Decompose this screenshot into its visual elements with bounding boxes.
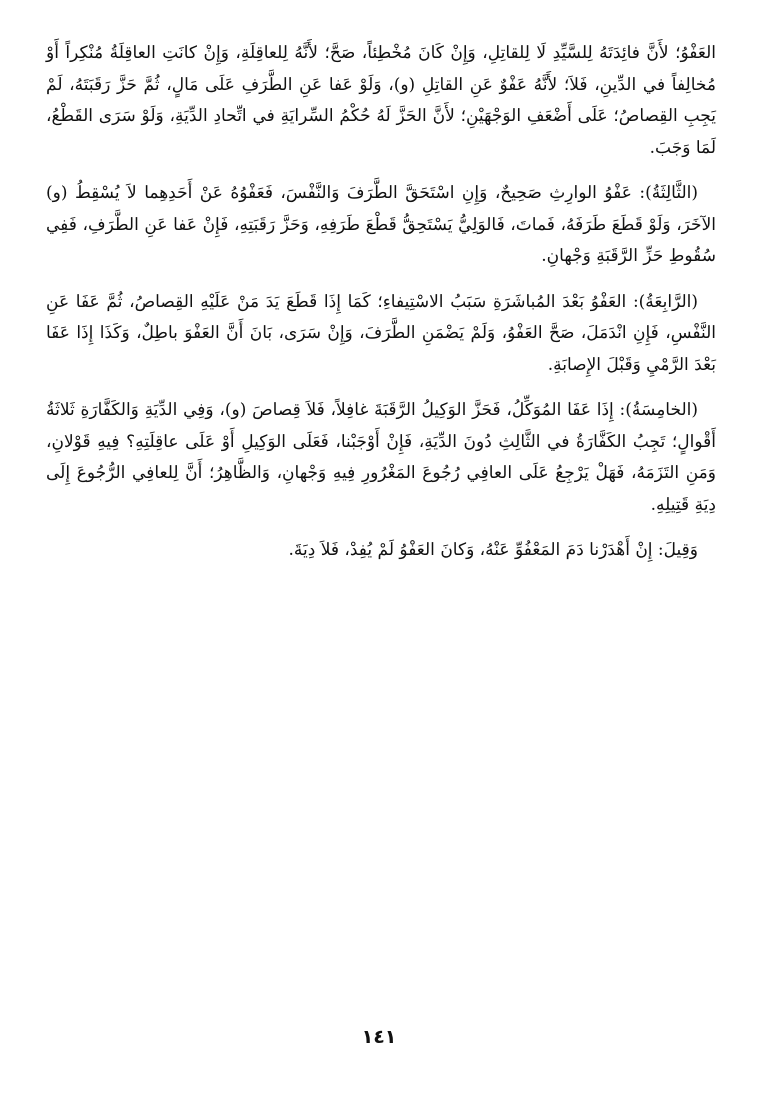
paragraph-fourth-issue: (الرَّابِعَةُ): العَفْوُ بَعْدَ المُباشَرَةِ سَبَبُ الاسْتِيفاءِ؛ كَمَا إِذَا قَطَعَ يَدَ مَنْ عَلَيْهِ القِصاصُ، ثُمَّ عَفَا عَنِ النَّفْسِ، فَإِنِ انْدَمَلَ، صَحَّ العَفْوُ، وَلَمْ يَضْمَنِ الطَّرَفَ، وَإِنْ سَرَى، بَانَ أَنَّ العَفْوَ باطِلٌ، وَكَذَا إِذَا عَفَا بَعْدَ الرَّمْيِ وَقَبْلَ الإِصابَةِ. — [46, 291, 716, 375]
paragraph-1: العَفْوُ؛ لأَنَّ فائِدَتَهُ لِلسَّيِّدِ لَا لِلقاتِلِ، وَإِنْ كَانَ مُخْطِئاً، صَحَّ؛ لأَنَّهُ لِلعاقِلَةِ، وَإِنْ كانَتِ العاقِلَةُ مُنْكِراً أَوْ مُخالِفاً في الدِّينِ، فَلاَ؛ لأَنَّهُ عَفْوٌ عَنِ القاتِلِ (و)، وَلَوْ عَفا عَنِ الطَّرَفِ عَلَى مَالٍ، ثُمَّ حَزَّ رَقَبَتَهُ، لَمْ يَجِبِ القِصاصُ؛ عَلَى أَضْعَفِ الوَجْهَيْنِ؛ لأَنَّ الحَزَّ لَهُ حُكْمُ السِّرايَةِ في اتِّحادِ الدِّيَةِ، وَلَوْ سَرَى القَطْعُ، لَمَا وَجَبَ. — [46, 43, 716, 158]
main-text — [46, 38, 716, 581]
paragraph-fifth-issue: (الخامِسَةُ): إِذَا عَفَا المُوَكِّلُ، فَحَزَّ الوَكِيلُ الرَّقَبَةَ غافِلاً، فَلاَ قِصاصَ (و)، وَفِي الدِّيَةِ وَالكَفَّارَةِ ثَلاثَةُ أَقْوالٍ؛ تَجِبُ الكَفَّارَةُ في الثَّالِثِ دُونَ الدِّيَةِ، فَإِنْ أَوْجَبْنا، فَعَلَى الوَكِيلِ أَوْ عَلَى عاقِلَتِهِ؟ فِيهِ قَوْلانِ، وَمَنِ التَزَمَهُ، فَهَلْ يَرْجِعُ عَلَى العافِي رُجُوعَ المَغْرُورِ فِيهِ وَجْهانِ، وَالظَّاهِرُ؛ أَنَّ لِلعافِي الرُّجُوعَ إِلَى دِيَةِ قَتِيلِهِ. — [46, 400, 716, 515]
paragraph-third-issue: (الثَّالِثَةُ): عَفْوُ الوارِثِ صَحِيحٌ، وَإِنِ اسْتَحَقَّ الطَّرَفَ وَالنَّفْسَ، فَعَفْوُهُ عَنْ أَحَدِهِما لاَ يُسْقِطُ (و) الآخَرَ، وَلَوْ قَطَعَ طَرَفَهُ، فَماتَ، فَالوَلِيُّ يَسْتَحِقُّ قَطْعَ طَرَفِهِ، وَحَزَّ رَقَبَتِهِ، فَإِنْ عَفا عَنِ الطَّرَفِ، فَفِي سُقُوطِ حَزِّ الرَّقَبَةِ وَجْهانِ. — [46, 183, 716, 266]
paragraph-closing: وَقِيلَ: إِنْ أَهْدَرْنا دَمَ المَعْفُوِّ عَنْهُ، وَكانَ العَفْوُ لَمْ يُفِدْ، فَلاَ دِيَةَ. — [288, 540, 698, 560]
page-number: ١٤١ — [361, 1026, 397, 1048]
